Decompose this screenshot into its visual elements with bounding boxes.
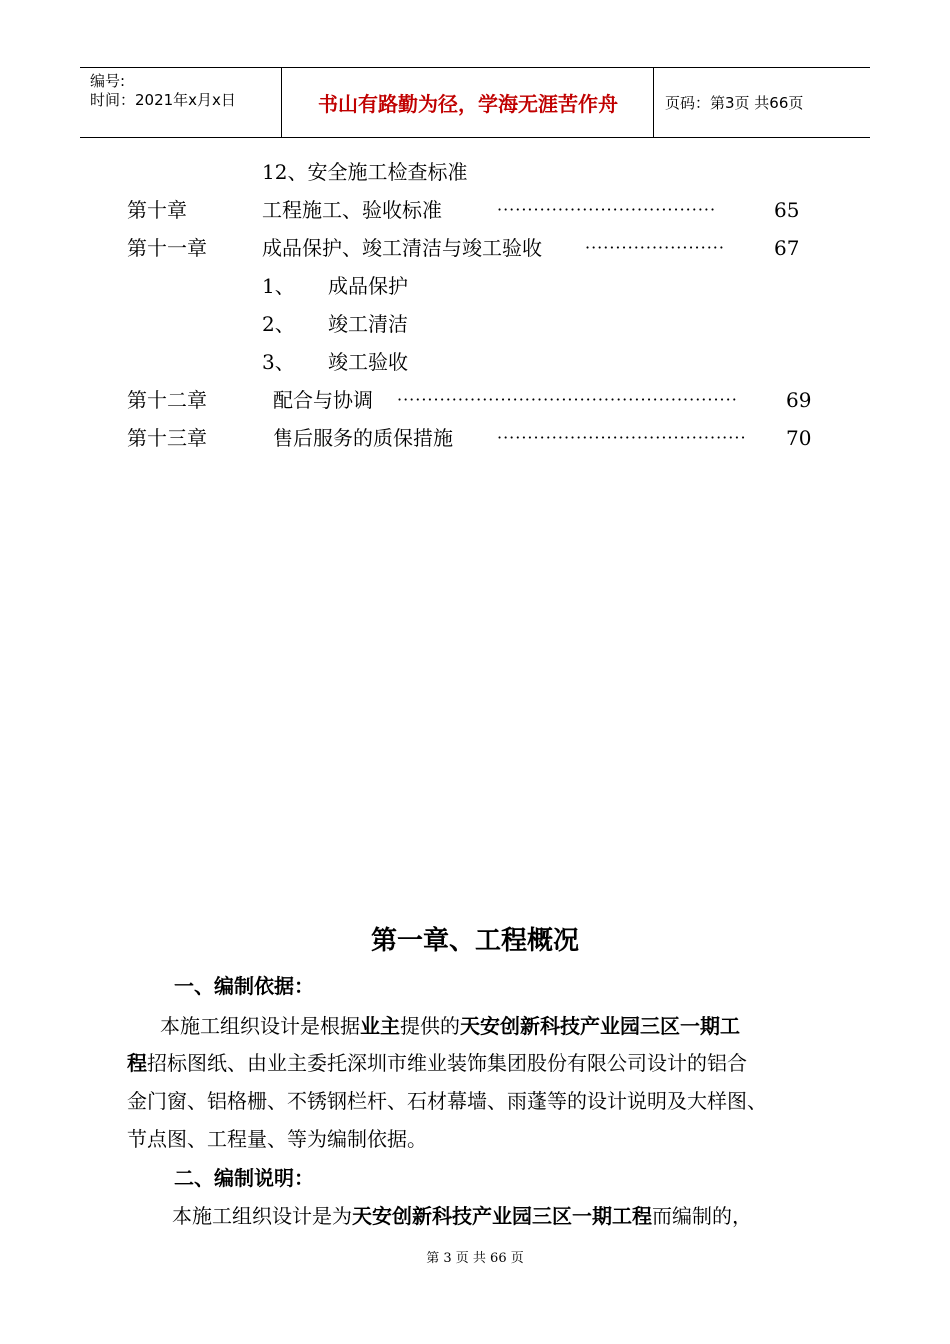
text-run: 本施工组织设计是为 — [172, 1204, 352, 1228]
toc-page-number: 65 — [774, 198, 800, 222]
toc-sub-title: 成品保护 — [328, 274, 408, 298]
toc-chapter-label: 第十一章 — [127, 236, 207, 260]
toc-chapter-title: 成品保护、竣工清洁与竣工验收 — [262, 236, 542, 260]
toc-page-number: 67 — [774, 236, 800, 260]
toc-leader-dots: ········································· — [497, 428, 747, 447]
paragraph-line — [127, 1047, 747, 1076]
paragraph-line: 节点图、工程量、等为编制依据。 — [127, 1127, 427, 1151]
toc-sub-title: 竣工验收 — [328, 350, 408, 374]
toc-sub-number: 1、 — [262, 274, 295, 298]
text-run-bold: 天安创新科技产业园三区一期工 — [460, 1014, 740, 1038]
toc-page-number: 69 — [786, 388, 812, 412]
toc-item-12: 12、安全施工检查标准 — [262, 160, 468, 184]
document-number-label: 编号: — [90, 72, 126, 90]
header-divider — [281, 68, 282, 137]
text-run: 而编制的， — [652, 1204, 752, 1228]
header-page-info: 页码：第3页 共66页 — [665, 94, 804, 112]
section-title-notes: 二、编制说明： — [174, 1166, 314, 1190]
toc-chapter-label: 第十章 — [127, 198, 187, 222]
toc-chapter-title: 配合与协调 — [273, 388, 373, 412]
toc-sub-number: 2、 — [262, 312, 295, 336]
toc-leader-dots: ···································· — [497, 200, 717, 219]
text-run: 招标图纸、由业主委托深圳市维业装饰集团股份有限公司设计的铝合 — [147, 1051, 747, 1075]
toc-sub-title: 竣工清洁 — [328, 312, 408, 336]
toc-sub-number: 3、 — [262, 350, 295, 374]
text-run: 本施工组织设计是根据 — [160, 1014, 360, 1038]
page-header — [80, 67, 870, 138]
toc-leader-dots: ······················· — [585, 238, 725, 257]
toc-chapter-label: 第十三章 — [127, 426, 207, 450]
toc-chapter-label: 第十二章 — [127, 388, 207, 412]
header-motto: 书山有路勤为径，学海无涯苦作舟 — [318, 92, 618, 116]
text-run: 提供的 — [400, 1014, 460, 1038]
document-time-label: 时间：2021年x月x日 — [90, 91, 236, 109]
toc-chapter-title: 售后服务的质保措施 — [273, 426, 453, 450]
chapter-title: 第一章、工程概况 — [370, 926, 579, 956]
paragraph-line — [172, 1200, 752, 1229]
paragraph-line: 金门窗、铝格栅、不锈钢栏杆、石材幕墙、雨蓬等的设计说明及大样图、 — [127, 1089, 767, 1113]
paragraph-line — [160, 1010, 740, 1039]
toc-chapter-title: 工程施工、验收标准 — [262, 198, 442, 222]
page-footer: 第 3 页 共 66 页 — [426, 1251, 524, 1266]
section-title-basis: 一、编制依据： — [174, 974, 314, 998]
text-run-bold: 程 — [127, 1051, 147, 1075]
header-divider — [653, 68, 654, 137]
toc-page-number: 70 — [786, 426, 812, 450]
toc-leader-dots: ························································ — [397, 390, 738, 409]
text-run-bold: 业主 — [360, 1014, 400, 1038]
text-run-bold: 天安创新科技产业园三区一期工程 — [352, 1204, 652, 1228]
